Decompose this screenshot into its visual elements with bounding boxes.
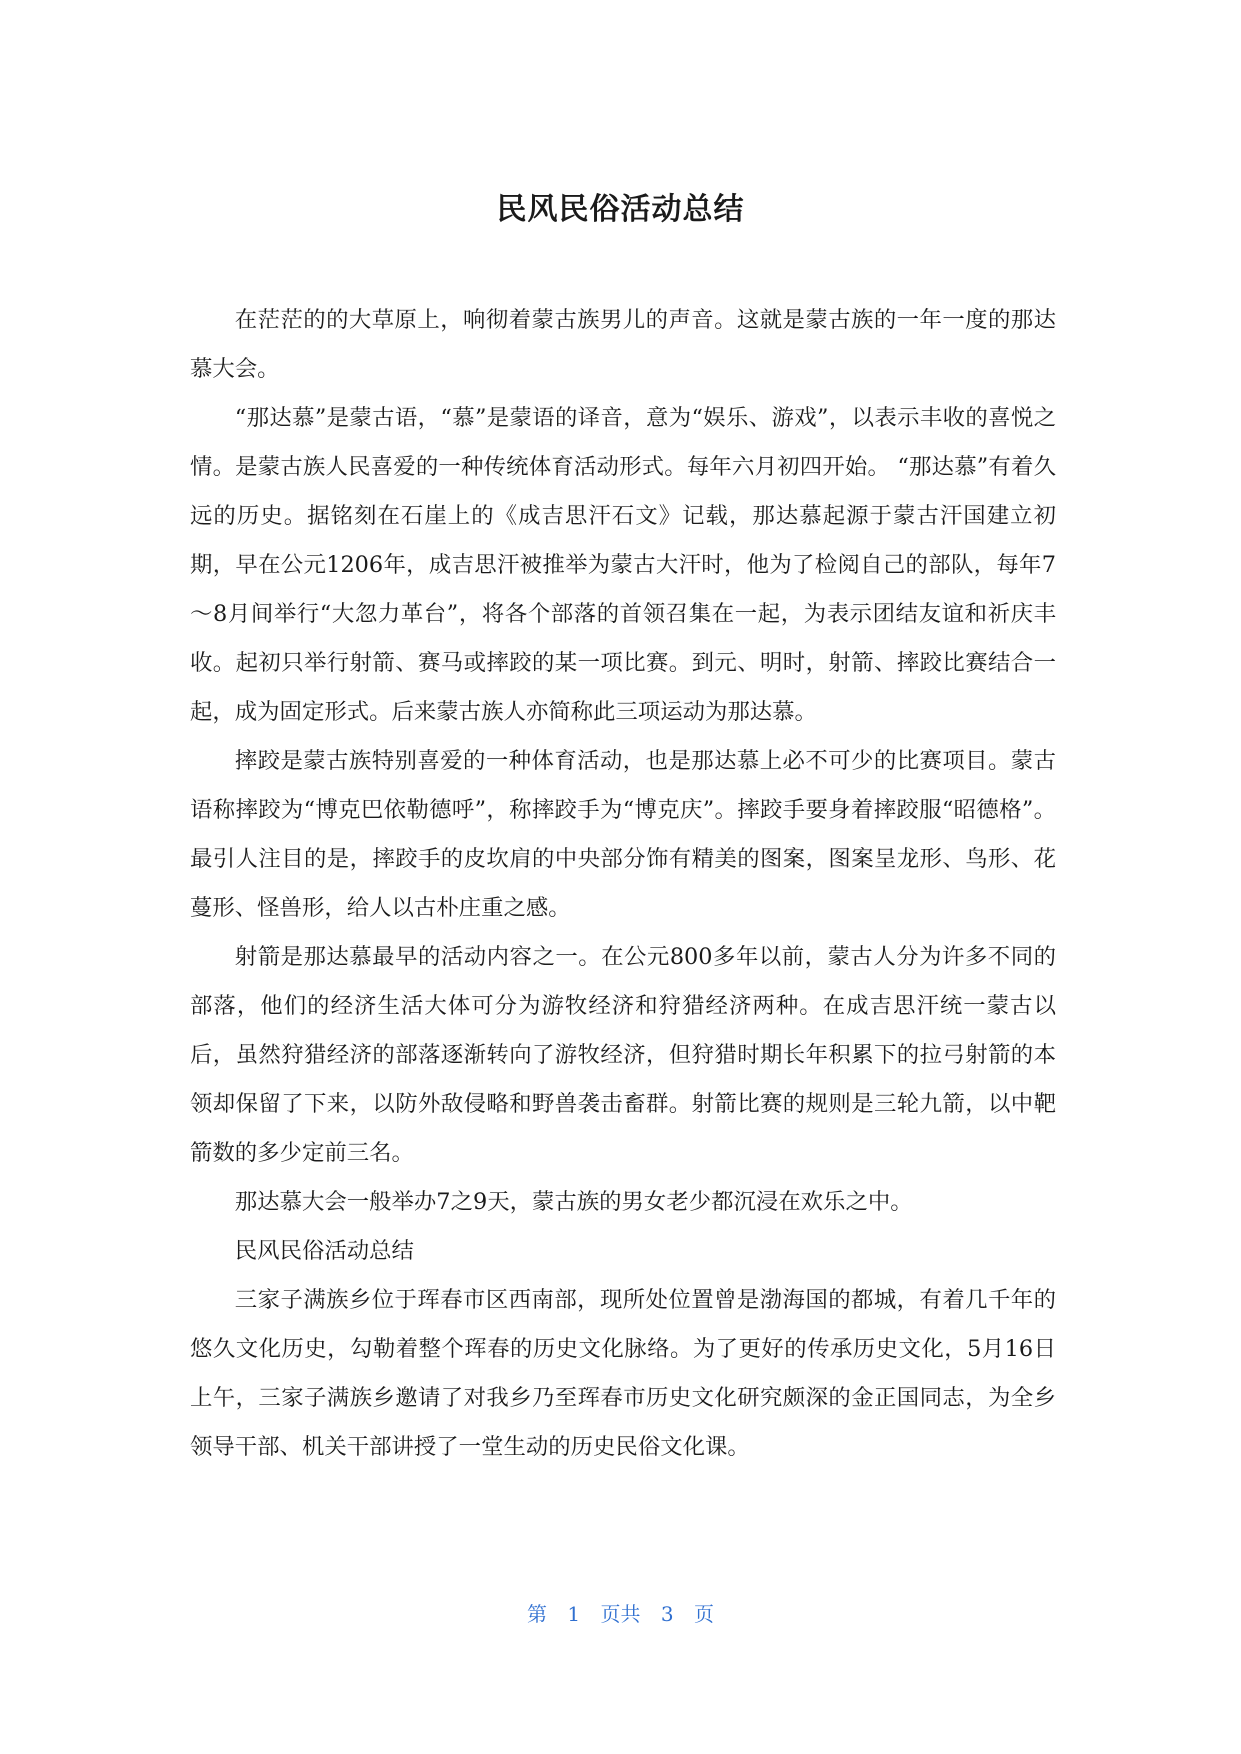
paragraph: 三家子满族乡位于珲春市区西南部，现所处位置曾是渤海国的都城，有着几千年的悠久文化历史，勾勒着整个珲春的历史文化脉络。为了更好的传承历史文化，5月16日上午，三家子满族乡邀请了对我乡乃至珲春市历史文化研究颇深的金正国同志，为全乡领导干部、机关干部讲授了一堂生动的历史民俗文化课。 — [190, 1287, 1056, 1460]
current-page-number: 1 — [567, 1602, 581, 1626]
page-of-label: 页共 — [600, 1602, 641, 1626]
paragraph: 射箭是那达慕最早的活动内容之一。在公元800多年以前，蒙古人分为许多不同的部落，他们的经济生活大体可分为游牧经济和狩猎经济两种。在成吉思汗统一蒙古以后，虽然狩猎经济的部落逐渐转向了游牧经济，但狩猎时期长年积累下的拉弓射箭的本领却保留了下来，以防外敌侵略和野兽袭击畜群。射箭比赛的规则是三轮九箭，以中靶箭数的多少定前三名。 — [190, 944, 1056, 1166]
page-end-label: 页 — [693, 1602, 714, 1626]
page-label: 第 — [527, 1602, 548, 1626]
document-body — [190, 296, 1056, 1472]
paragraph: 民风民俗活动总结 — [234, 1238, 414, 1264]
page-footer — [0, 1600, 1241, 1628]
paragraph: 在茫茫的的大草原上，响彻着蒙古族男儿的声音。这就是蒙古族的一年一度的那达慕大会。 — [190, 307, 1056, 382]
paragraph: “那达慕”是蒙古语，“慕”是蒙语的译音，意为“娱乐、游戏”，以表示丰收的喜悦之情。是蒙古族人民喜爱的一种传统体育活动形式。每年六月初四开始。 “那达慕”有着久远的历史。据铭刻在石崖上的《成吉思汗石文》记载，那达慕起源于蒙古汗国建立初期，早在公元1206年，成吉思汗被推举为蒙古大汗时，他为了检阅自己的部队，每年7～8月间举行“大忽力革台”，将各个部落的首领召集在一起，为表示团结友谊和祈庆丰收。起初只举行射箭、赛马或摔跤的某一项比赛。到元、明时，射箭、摔跤比赛结合一起，成为固定形式。后来蒙古族人亦简称此三项运动为那达慕。 — [190, 405, 1056, 725]
paragraph: 摔跤是蒙古族特别喜爱的一种体育活动，也是那达慕上必不可少的比赛项目。蒙古语称摔跤为“博克巴依勒德呼”，称摔跤手为“博克庆”。摔跤手要身着摔跤服“昭德格”。最引人注目的是，摔跤手的皮坎肩的中央部分饰有精美的图案，图案呈龙形、鸟形、花蔓形、怪兽形，给人以古朴庄重之感。 — [190, 748, 1056, 921]
paragraph: 那达慕大会一般举办7之9天，蒙古族的男女老少都沉浸在欢乐之中。 — [234, 1189, 913, 1215]
total-pages-number: 3 — [660, 1602, 674, 1626]
document-title: 民风民俗活动总结 — [496, 192, 745, 227]
